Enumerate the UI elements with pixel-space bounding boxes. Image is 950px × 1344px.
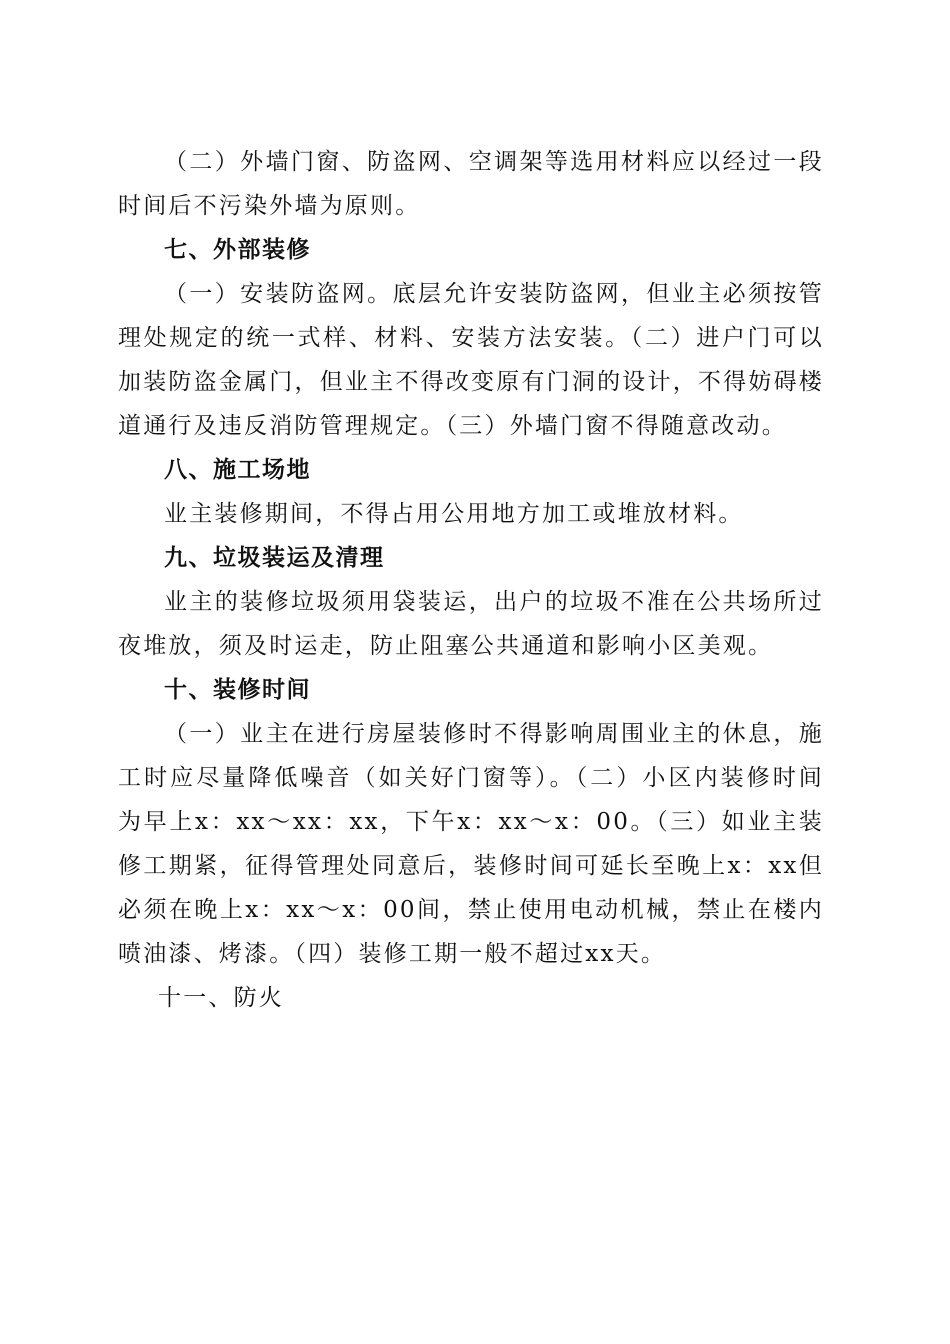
- paragraph-exterior-materials: （二）外墙门窗、防盗网、空调架等选用材料应以经过一段时间后不污染外墙为原则。: [118, 149, 824, 219]
- section-heading-decoration-time: 十、装修时间: [164, 677, 311, 703]
- paragraph-decoration-time: （一）业主在进行房屋装修时不得影响周围业主的休息，施工时应尽量降低噪音（如关好门窗等）。（二）小区内装修时间为早上x：xx～xx：xx，下午x：xx～x：00。（三）如业主装修工期紧，征得管理处同意后，装修时间可延长至晚上x：xx但必须在晚上x：xx～x：00间，禁止使用电动机械，禁止在楼内喷油漆、烤漆。（四）装修工期一般不超过xx天。: [118, 721, 824, 967]
- section-heading-fire-prevention: 十一、防火: [158, 985, 284, 1011]
- paragraph-construction-site: 业主装修期间，不得占用公用地方加工或堆放材料。: [164, 501, 744, 527]
- paragraph-exterior-decoration: （一）安装防盗网。底层允许安装防盗网，但业主必须按管理处规定的统一式样、材料、安装方法安装。（二）进户门可以加装防盗金属门，但业主不得改变原有门洞的设计，不得妨碍楼道通行及违反消防管理规定。（三）外墙门窗不得随意改动。: [118, 281, 824, 439]
- section-heading-construction-site: 八、施工场地: [164, 457, 311, 483]
- section-heading-exterior-decoration: 七、外部装修: [164, 237, 311, 263]
- document-body: [118, 140, 824, 1020]
- section-heading-waste-removal: 九、垃圾装运及清理: [164, 545, 385, 571]
- paragraph-waste-removal: 业主的装修垃圾须用袋装运，出户的垃圾不准在公共场所过夜堆放，须及时运走，防止阻塞公共通道和影响小区美观。: [118, 589, 824, 659]
